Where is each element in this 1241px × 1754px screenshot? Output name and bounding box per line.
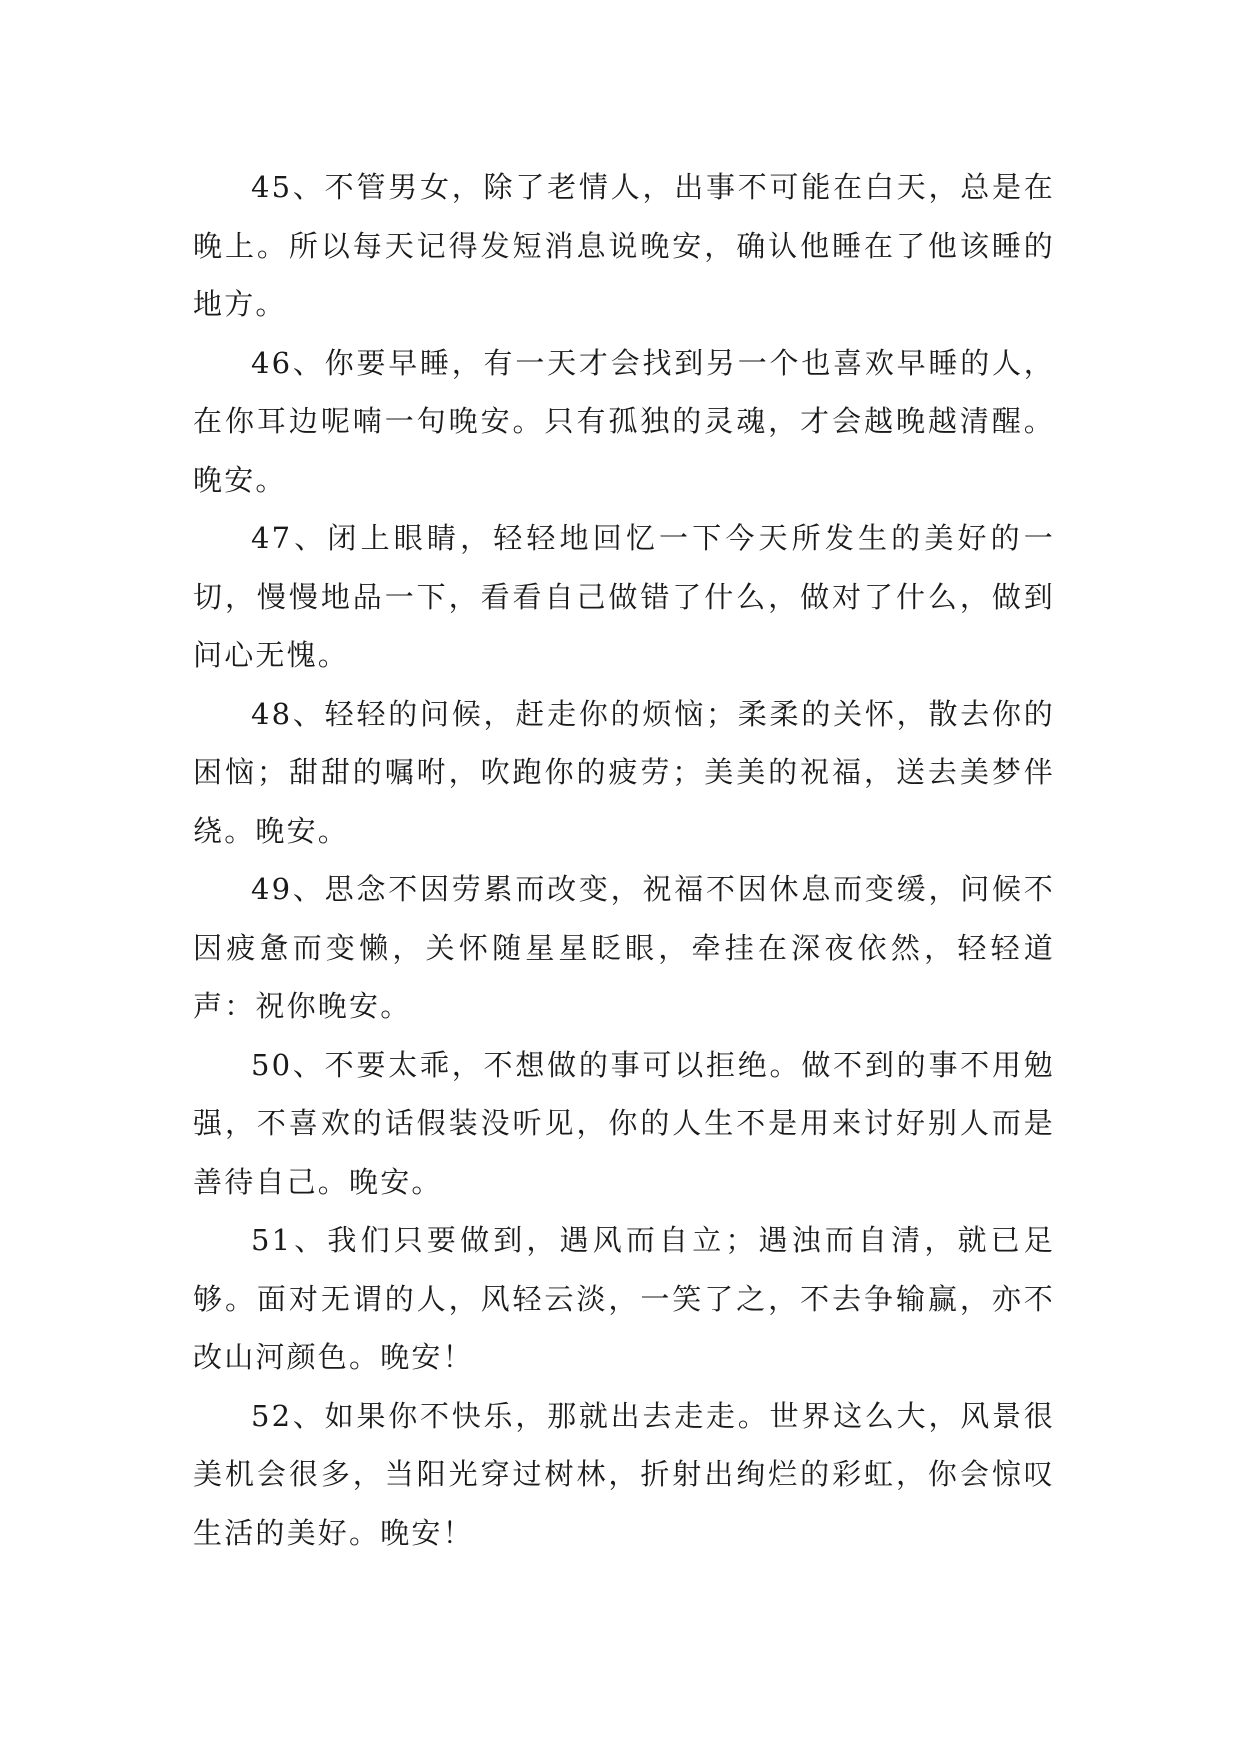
paragraph-45: 45、不管男女，除了老情人，出事不可能在白天，总是在晚上。所以每天记得发短消息说晚安，确认他睡在了他该睡的地方。 xyxy=(193,170,1055,321)
paragraph-49: 49、思念不因劳累而改变，祝福不因休息而变缓，问候不因疲惫而变懒，关怀随星星眨眼，牵挂在深夜依然，轻轻道声：祝你晚安。 xyxy=(193,872,1055,1023)
document-body xyxy=(193,158,1055,1562)
paragraph-52: 52、如果你不快乐，那就出去走走。世界这么大，风景很美机会很多，当阳光穿过树林，折射出绚烂的彩虹，你会惊叹生活的美好。晚安！ xyxy=(193,1398,1055,1550)
paragraph-50: 50、不要太乖，不想做的事可以拒绝。做不到的事不用勉强，不喜欢的话假装没听见，你的人生不是用来讨好别人而是善待自己。晚安。 xyxy=(193,1047,1055,1199)
paragraph-51: 51、我们只要做到，遇风而自立；遇浊而自清，就已足够。面对无谓的人，风轻云淡，一笑了之，不去争输赢，亦不改山河颜色。晚安！ xyxy=(193,1223,1055,1374)
paragraph-47: 47、闭上眼睛，轻轻地回忆一下今天所发生的美好的一切，慢慢地品一下，看看自己做错了什么，做对了什么，做到问心无愧。 xyxy=(193,521,1055,672)
paragraph-46: 46、你要早睡，有一天才会找到另一个也喜欢早睡的人，在你耳边呢喃一句晚安。只有孤独的灵魂，才会越晚越清醒。晚安。 xyxy=(193,345,1055,497)
paragraph-48: 48、轻轻的问候，赶走你的烦恼；柔柔的关怀，散去你的困恼；甜甜的嘱咐，吹跑你的疲劳；美美的祝福，送去美梦伴绕。晚安。 xyxy=(193,696,1055,848)
